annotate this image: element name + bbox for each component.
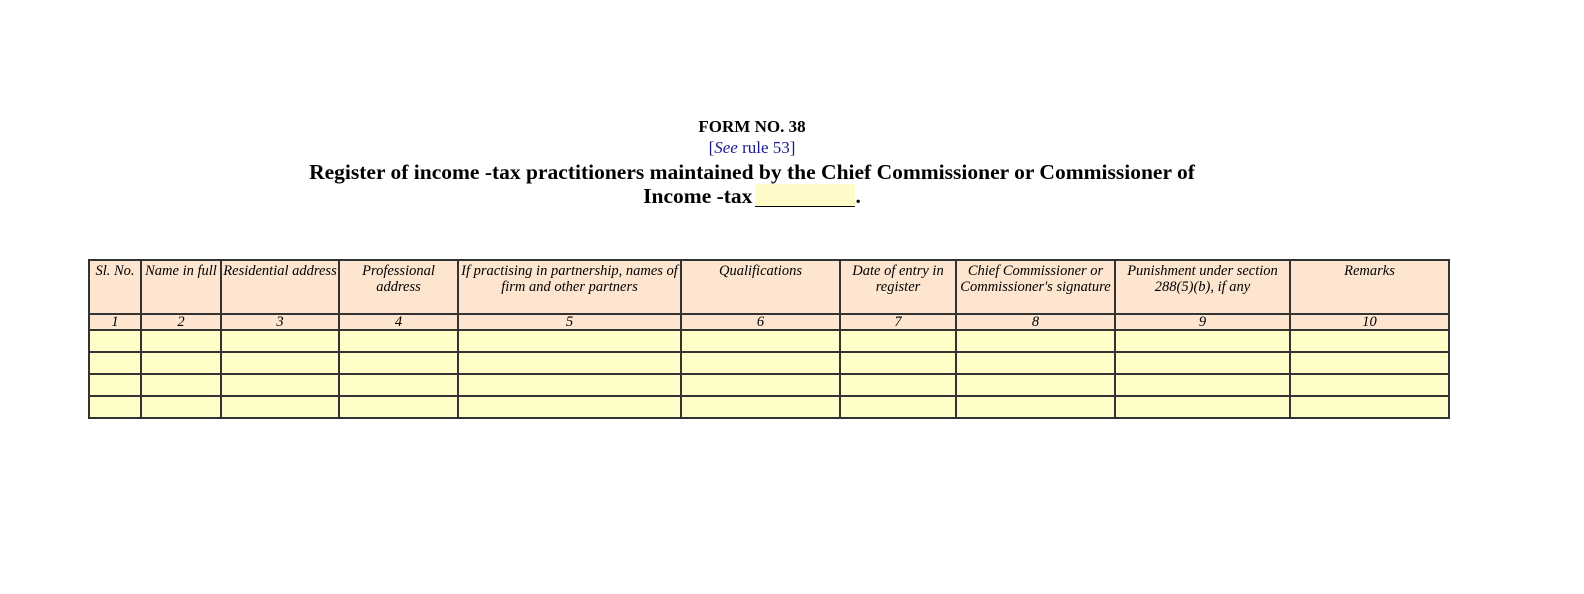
- column-number: 8: [956, 314, 1115, 330]
- column-header: Chief Commissioner or Commissioner's signature: [956, 260, 1115, 314]
- page-title-line1: Register of income -tax practitioners maintained by the Chief Commissioner or Commissioner of: [309, 160, 1195, 184]
- column-header: Name in full: [141, 260, 221, 314]
- entry-cell[interactable]: [956, 374, 1115, 396]
- entry-cell[interactable]: [1290, 374, 1449, 396]
- entry-cell[interactable]: [1115, 352, 1290, 374]
- table-row: [89, 352, 1449, 374]
- entry-cell[interactable]: [141, 396, 221, 418]
- column-number: 5: [458, 314, 681, 330]
- entry-cell[interactable]: [840, 330, 956, 352]
- entry-cell[interactable]: [221, 396, 339, 418]
- title-prefix: Income -tax: [643, 184, 753, 208]
- rule-reference: [0, 138, 1504, 158]
- entry-cell[interactable]: [956, 330, 1115, 352]
- entry-cell[interactable]: [89, 330, 141, 352]
- entry-cell[interactable]: [339, 374, 458, 396]
- register-table: [88, 259, 1450, 419]
- entry-cell[interactable]: [141, 330, 221, 352]
- entry-cell[interactable]: [956, 396, 1115, 418]
- entry-cell[interactable]: [1115, 374, 1290, 396]
- entry-cell[interactable]: [141, 352, 221, 374]
- column-number: 3: [221, 314, 339, 330]
- form-number: FORM NO. 38: [698, 117, 806, 136]
- entry-cell[interactable]: [840, 374, 956, 396]
- rule-see-word: See: [714, 138, 738, 157]
- entry-cell[interactable]: [458, 352, 681, 374]
- income-tax-jurisdiction-field[interactable]: [755, 184, 855, 207]
- column-header: If practising in partnership, names of firm and other partners: [458, 260, 681, 314]
- entry-cell[interactable]: [89, 374, 141, 396]
- rule-open-bracket: [: [708, 138, 715, 157]
- column-header: Remarks: [1290, 260, 1449, 314]
- entry-cell[interactable]: [221, 330, 339, 352]
- entry-cell[interactable]: [1290, 352, 1449, 374]
- column-header: Professional address: [339, 260, 458, 314]
- header-row: [89, 260, 1449, 314]
- entry-cell[interactable]: [840, 352, 956, 374]
- entry-cell[interactable]: [221, 352, 339, 374]
- column-number: 2: [141, 314, 221, 330]
- title-suffix: .: [855, 184, 861, 208]
- entry-cell[interactable]: [956, 352, 1115, 374]
- entry-cell[interactable]: [681, 330, 840, 352]
- column-header: Date of entry in register: [840, 260, 956, 314]
- column-number: 1: [89, 314, 141, 330]
- entry-cell[interactable]: [1115, 396, 1290, 418]
- entry-cell[interactable]: [840, 396, 956, 418]
- entry-cell[interactable]: [339, 396, 458, 418]
- column-header: Qualifications: [681, 260, 840, 314]
- table-row: [89, 374, 1449, 396]
- entry-cell[interactable]: [339, 352, 458, 374]
- entry-cell[interactable]: [221, 374, 339, 396]
- entry-cell[interactable]: [339, 330, 458, 352]
- column-number: 9: [1115, 314, 1290, 330]
- column-header: Residential address: [221, 260, 339, 314]
- column-number: 7: [840, 314, 956, 330]
- entry-cell[interactable]: [681, 352, 840, 374]
- column-number: 6: [681, 314, 840, 330]
- column-header: Sl. No.: [89, 260, 141, 314]
- table-row: [89, 330, 1449, 352]
- entry-cell[interactable]: [141, 374, 221, 396]
- column-header: Punishment under section 288(5)(b), if any: [1115, 260, 1290, 314]
- entry-cell[interactable]: [458, 374, 681, 396]
- entry-cell[interactable]: [681, 396, 840, 418]
- column-number-row: [89, 314, 1449, 330]
- entry-cell[interactable]: [1290, 396, 1449, 418]
- entry-cell[interactable]: [458, 396, 681, 418]
- column-number: 10: [1290, 314, 1449, 330]
- entry-cell[interactable]: [681, 374, 840, 396]
- rule-text: rule 53]: [737, 138, 796, 157]
- entry-cell[interactable]: [458, 330, 681, 352]
- entry-cell[interactable]: [1290, 330, 1449, 352]
- entry-cell[interactable]: [89, 352, 141, 374]
- table-row: [89, 396, 1449, 418]
- entry-cell[interactable]: [1115, 330, 1290, 352]
- page-title-line2: [0, 184, 1504, 209]
- entry-cell[interactable]: [89, 396, 141, 418]
- column-number: 4: [339, 314, 458, 330]
